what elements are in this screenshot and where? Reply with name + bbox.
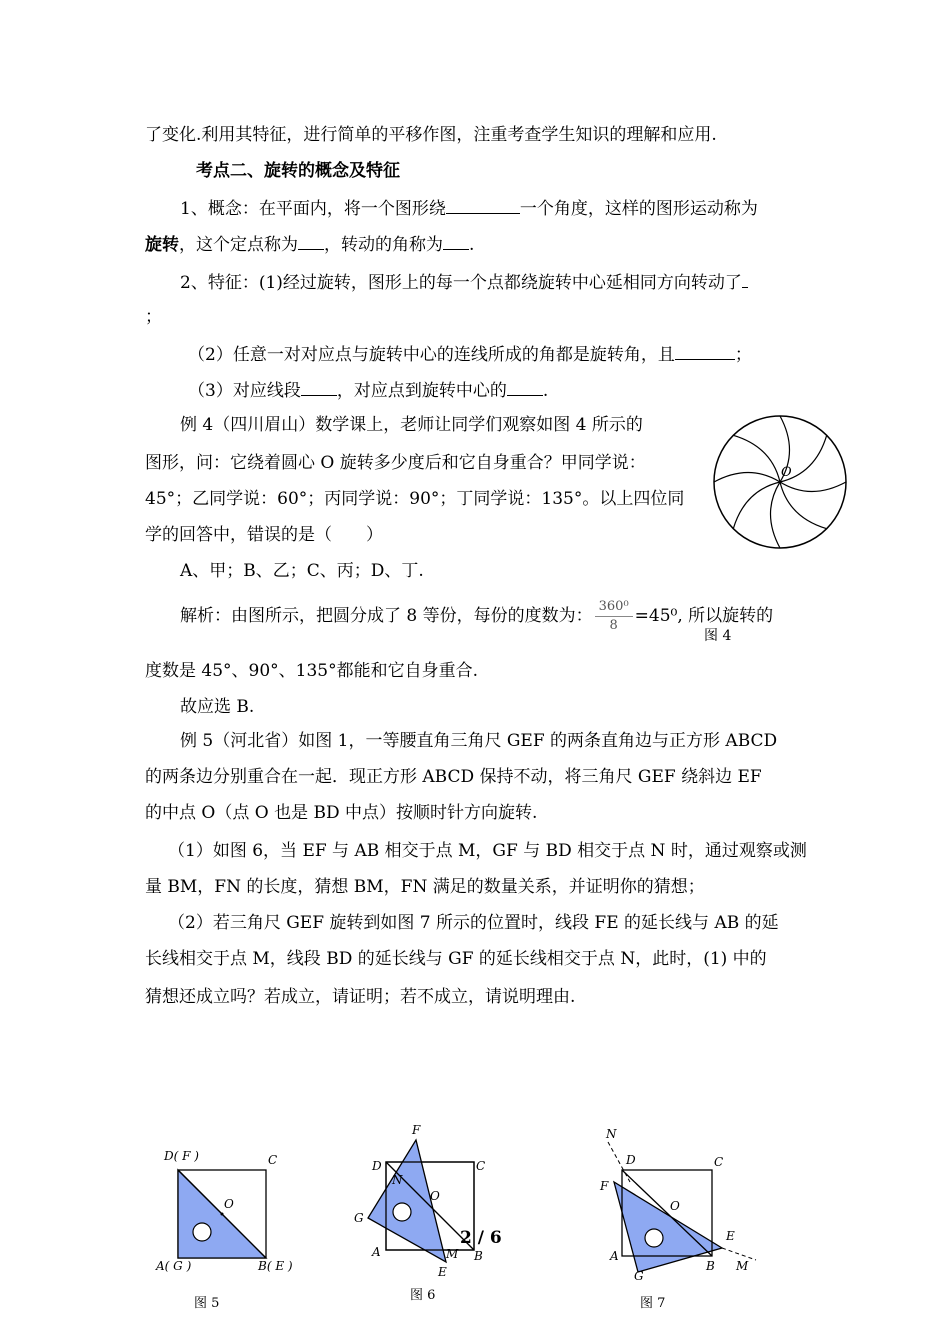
fig7-caption: 图 7 (640, 1296, 666, 1311)
label-B: B( E ) (258, 1259, 293, 1273)
question2-line-3: 猜想还成立吗？若成立，请证明；若不成立，请说明理由. (145, 987, 576, 1007)
question1-line-2: 量 BM，FN 的长度，猜想 BM，FN 满足的数量关系，并证明你的猜想； (145, 877, 705, 897)
solution-line-2: 度数是 45°、90°、135°都能和它自身重合. (145, 661, 479, 681)
feature-line-3: （3）对应线段 ，对应点到旋转中心的 . (188, 378, 548, 402)
fig4-center-label: O (781, 465, 792, 480)
label-O: O (224, 1197, 234, 1211)
fill-blank[interactable] (298, 232, 324, 250)
label-C: C (476, 1159, 486, 1173)
fill-blank[interactable] (742, 270, 748, 288)
figure-7 (590, 1124, 760, 1284)
feature-line-1: 2、特征：(1)经过旋转，图形上的每一个点都绕旋转中心延相同方向转动了 (180, 270, 748, 294)
text-line-1: 了变化.利用其特征，进行简单的平移作图，注重考查学生知识的理解和应用. (145, 125, 717, 145)
label-D: D (626, 1153, 636, 1167)
label-O: O (670, 1199, 680, 1213)
label-N: N (606, 1127, 617, 1141)
feature-line-1b: ； (145, 307, 162, 327)
fig4-spoke (733, 482, 780, 529)
figure-4 (705, 414, 855, 554)
fraction: $\frac{\text{360⁰}}{8}$ (595, 598, 633, 635)
label-C: C (714, 1155, 724, 1169)
label-E: E (438, 1265, 447, 1279)
example4-line-4: 学的回答中，错误的是（ ） (145, 525, 383, 545)
label-F: F (600, 1179, 609, 1193)
solution-line-1: 解析：由图所示，把圆分成了 8 等份，每份的度数为： $\frac{\text{360⁰}}{8}$ =45⁰, 所以旋转的 (180, 599, 774, 633)
fill-blank[interactable] (675, 342, 735, 360)
fill-blank[interactable] (507, 378, 543, 396)
fig4-caption: 图 4 (704, 628, 732, 644)
fill-blank[interactable] (443, 232, 469, 250)
fig4-spoke (780, 482, 846, 492)
label-G: G (634, 1269, 644, 1283)
label-B: B (706, 1259, 715, 1273)
fig4-spoke (771, 482, 781, 548)
fill-blank[interactable] (446, 196, 520, 214)
label-A: A (610, 1249, 619, 1263)
question2-line-1: （2）若三角尺 GEF 旋转到如图 7 所示的位置时，线段 FE 的延长线与 AB 的延 (168, 913, 779, 933)
label-A: A (372, 1245, 381, 1259)
label-A: A( G ) (156, 1259, 192, 1273)
label-N: N (392, 1173, 403, 1187)
example4-options: A、甲；B、乙；C、丙；D、丁. (180, 561, 424, 581)
figure-5 (150, 1140, 310, 1280)
figure-6 (350, 1122, 500, 1282)
example4-line-1: 例 4（四川眉山）数学课上，老师让同学们观察如图 4 所示的 (180, 415, 643, 435)
example4-line-3: 45°；乙同学说：60°；丙同学说：90°；丁同学说：135°。以上四位同 (145, 489, 685, 509)
example5-line-2: 的两条边分别重合在一起．现正方形 ABCD 保持不动，将三角尺 GEF 绕斜边 EF (145, 767, 762, 787)
solution-line-3: 故应选 B. (180, 697, 255, 717)
feature-line-2: （2）任意一对对应点与旋转中心的连线所成的角都是旋转角，且 ； (188, 342, 752, 366)
fill-blank[interactable] (301, 378, 337, 396)
label-E: E (726, 1229, 735, 1243)
label-C: C (268, 1153, 278, 1167)
question2-line-2: 长线相交于点 M，线段 BD 的延长线与 GF 的延长线相交于点 N，此时，(1) 中的 (145, 949, 767, 969)
label-D: D (372, 1159, 382, 1173)
page-number: 2 / 6 (460, 1228, 502, 1248)
fig4-spoke (733, 435, 780, 482)
example5-line-3: 的中点 O（点 O 也是 BD 中点）按顺时针方向旋转. (145, 803, 538, 823)
label-G: G (354, 1211, 364, 1225)
label-M: M (446, 1247, 459, 1261)
fig5-caption: 图 5 (194, 1296, 220, 1311)
section-heading: 考点二、旋转的概念及特征 (196, 161, 400, 181)
concept-line-1: 1、概念：在平面内，将一个图形绕 一个角度，这样的图形运动称为 (180, 196, 758, 220)
label-D: D( F ) (164, 1149, 199, 1163)
fig4-spoke (780, 482, 827, 529)
label-F: F (412, 1123, 421, 1137)
concept-line-2: 旋转，这个定点称为 ，转动的角称为 . (145, 232, 474, 256)
example5-line-1: 例 5（河北省）如图 1，一等腰直角三角尺 GEF 的两条直角边与正方形 ABCD (180, 731, 778, 751)
label-M: M (736, 1259, 749, 1273)
label-B: B (474, 1249, 483, 1263)
fig6-caption: 图 6 (410, 1288, 436, 1303)
example4-line-2: 图形，问：它绕着圆心 O 旋转多少度后和它自身重合？甲同学说： (145, 453, 646, 473)
label-O: O (430, 1189, 440, 1203)
question1-line-1: （1）如图 6，当 EF 与 AB 相交于点 M，GF 与 BD 相交于点 N 时，通过观察或测 (168, 841, 807, 861)
fig4-spoke (714, 473, 780, 483)
